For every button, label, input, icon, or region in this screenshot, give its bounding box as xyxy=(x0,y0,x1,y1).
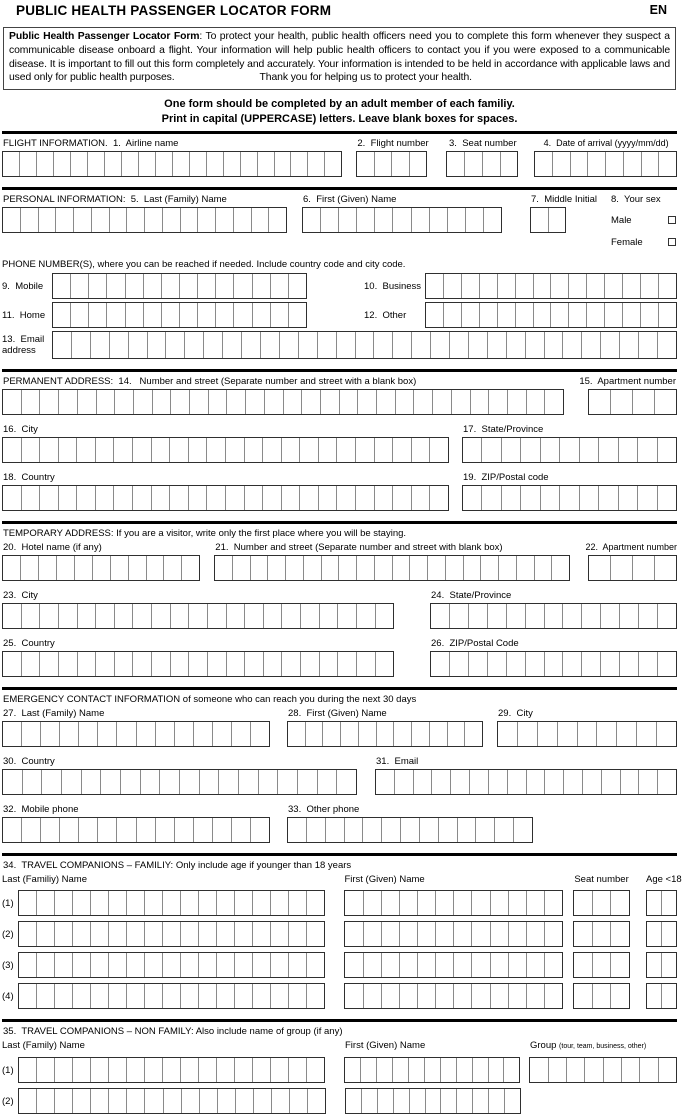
temporary-street-boxes[interactable] xyxy=(214,555,570,581)
emergency-email-boxes[interactable] xyxy=(375,769,677,795)
hotel-name-label: 20. Hotel name (if any) xyxy=(3,542,102,554)
female-label: Female xyxy=(611,236,643,248)
temporary-country-label: 25. Country xyxy=(3,638,55,650)
male-label: Male xyxy=(611,214,632,226)
temporary-city-boxes[interactable] xyxy=(2,603,394,629)
section-travel-companions-family xyxy=(2,856,682,1014)
family-4-age-boxes[interactable] xyxy=(646,983,677,1009)
section-flight-information xyxy=(2,134,677,182)
first-name-boxes[interactable] xyxy=(302,207,502,233)
email-address-label: 13. Email address xyxy=(2,334,45,357)
permanent-country-label: 18. Country xyxy=(3,472,55,484)
temporary-country-boxes[interactable] xyxy=(2,651,394,677)
permanent-apartment-label: 15. Apartment number xyxy=(579,376,676,388)
family-companion-row xyxy=(2,983,677,1009)
emergency-mobile-phone-label: 32. Mobile phone xyxy=(3,804,79,816)
emergency-city-boxes[interactable] xyxy=(497,721,677,747)
other-phone-boxes[interactable] xyxy=(425,302,677,328)
email-address-boxes[interactable] xyxy=(52,331,677,359)
family-companion-row xyxy=(2,952,677,978)
emergency-city-label: 29. City xyxy=(498,708,533,720)
date-of-arrival-label: 4. Date of arrival (yyyy/mm/dd) xyxy=(543,138,669,149)
nonfamily-companion-row xyxy=(2,1057,677,1083)
nonfamily-2-first-name-boxes[interactable] xyxy=(345,1088,521,1114)
first-name-label: 6. First (Given) Name xyxy=(303,194,397,206)
sex-field xyxy=(611,191,677,253)
intro-box xyxy=(3,27,676,90)
airline-name-label: FLIGHT INFORMATION. 1. Airline name xyxy=(3,138,179,150)
nonfamily-col-group: Group (tour, team, business, other) xyxy=(530,1040,647,1052)
language-badge: EN xyxy=(649,3,667,17)
business-phone-boxes[interactable] xyxy=(425,273,677,299)
seat-number-boxes[interactable] xyxy=(446,151,518,177)
family-3-seat-boxes[interactable] xyxy=(573,952,630,978)
emergency-email-label: 31. Email xyxy=(376,756,419,768)
permanent-zip-label: 19. ZIP/Postal code xyxy=(463,472,549,484)
section-travel-companions-non-family xyxy=(2,1022,677,1119)
section-emergency-contact xyxy=(2,690,677,848)
row-number-label: (4) xyxy=(2,990,14,1002)
nonfamily-2-last-name-boxes[interactable] xyxy=(18,1088,326,1114)
row-number-label: (1) xyxy=(2,1064,14,1076)
emergency-country-label: 30. Country xyxy=(3,756,55,768)
section-personal-information xyxy=(2,190,677,364)
permanent-city-label: 16. City xyxy=(3,424,38,436)
emergency-other-phone-boxes[interactable] xyxy=(287,817,533,843)
mobile-phone-boxes[interactable] xyxy=(52,273,307,299)
temporary-apartment-boxes[interactable] xyxy=(588,555,677,581)
airline-name-boxes[interactable] xyxy=(2,151,342,177)
middle-initial-boxes[interactable] xyxy=(530,207,566,233)
intro-lead: Public Health Passenger Locator Form xyxy=(9,31,200,42)
family-1-last-name-boxes[interactable] xyxy=(18,890,326,916)
nonfamily-col-first-name: First (Given) Name xyxy=(345,1040,426,1052)
date-of-arrival-boxes[interactable] xyxy=(534,151,677,177)
temporary-state-boxes[interactable] xyxy=(430,603,677,629)
permanent-state-boxes[interactable] xyxy=(462,437,677,463)
family-3-age-boxes[interactable] xyxy=(646,952,677,978)
flight-number-boxes[interactable] xyxy=(356,151,427,177)
family-2-last-name-boxes[interactable] xyxy=(18,921,326,947)
permanent-apartment-boxes[interactable] xyxy=(588,389,677,415)
temporary-zip-boxes[interactable] xyxy=(430,651,677,677)
family-3-first-name-boxes[interactable] xyxy=(344,952,563,978)
instruction-line-2: Print in capital (UPPERCASE) letters. Leave blank boxes for spaces. xyxy=(161,112,518,125)
other-phone-label: 12. Other xyxy=(364,309,407,321)
seat-number-label: 3. Seat number xyxy=(449,138,517,150)
family-1-first-name-boxes[interactable] xyxy=(344,890,563,916)
form-instructions xyxy=(2,97,677,126)
temporary-state-label: 24. State/Province xyxy=(431,590,512,602)
female-checkbox[interactable] xyxy=(668,238,676,246)
last-name-label: PERSONAL INFORMATION: 5. Last (Family) Name xyxy=(3,194,227,206)
hotel-name-boxes[interactable] xyxy=(2,555,200,581)
emergency-other-phone-label: 33. Other phone xyxy=(288,804,360,816)
home-phone-label: 11. Home xyxy=(2,309,46,321)
permanent-street-label: PERMANENT ADDRESS: 14. Number and street (Separate number and street with a blank box) xyxy=(3,376,417,388)
family-1-age-boxes[interactable] xyxy=(646,890,677,916)
family-companion-row xyxy=(2,890,677,916)
male-checkbox[interactable] xyxy=(668,216,676,224)
intro-thanks: Thank you for helping us to protect your health. xyxy=(259,72,472,84)
temporary-apartment-label: 22. Apartment number xyxy=(585,542,677,553)
family-col-seat-number: Seat number xyxy=(574,874,629,886)
nonfamily-companion-row xyxy=(2,1088,677,1114)
family-2-first-name-boxes[interactable] xyxy=(344,921,563,947)
row-number-label: (2) xyxy=(2,928,14,940)
family-4-seat-boxes[interactable] xyxy=(573,983,630,1009)
row-number-label: (2) xyxy=(2,1095,14,1107)
page-title: PUBLIC HEALTH PASSENGER LOCATOR FORM xyxy=(16,3,332,18)
family-2-age-boxes[interactable] xyxy=(646,921,677,947)
nonfamily-col-last-name: Last (Family) Name xyxy=(2,1040,85,1052)
family-2-seat-boxes[interactable] xyxy=(573,921,630,947)
permanent-street-boxes[interactable] xyxy=(2,389,564,415)
mobile-phone-label: 9. Mobile xyxy=(2,280,44,292)
page-header xyxy=(2,0,677,18)
family-companion-row xyxy=(2,921,677,947)
nonfamily-1-last-name-boxes[interactable] xyxy=(18,1057,326,1083)
temporary-address-header: TEMPORARY ADDRESS: If you are a visitor, write only the first place where you will be staying. xyxy=(3,528,407,540)
family-col-age: Age <18 xyxy=(646,874,682,886)
family-3-last-name-boxes[interactable] xyxy=(18,952,326,978)
temporary-zip-label: 26. ZIP/Postal Code xyxy=(431,638,519,650)
companions-nonfamily-header: 35. TRAVEL COMPANIONS – NON FAMILY: Also include name of group (if any) xyxy=(3,1026,343,1038)
emergency-last-name-boxes[interactable] xyxy=(2,721,270,747)
emergency-first-name-label: 28. First (Given) Name xyxy=(288,708,387,720)
family-4-last-name-boxes[interactable] xyxy=(18,983,326,1009)
intro-body: : To protect your health, public health officers need you to complete this form whenever they suspect a communicable disease onboard a flight. Your information will help public health officers to contact you if you were exposed to a communicable disease. It is important to fill out this form completely and accurately. Your information is intended to be held in accordance with applicable laws and used only for public health purposes. xyxy=(9,31,670,84)
row-number-label: (3) xyxy=(2,959,14,971)
companions-family-header: 34. TRAVEL COMPANIONS – FAMILIY: Only include age if younger than 18 years xyxy=(3,860,352,872)
instruction-line-1: One form should be completed by an adult member of each familiy. xyxy=(164,98,515,111)
emergency-first-name-boxes[interactable] xyxy=(287,721,483,747)
business-phone-label: 10. Business xyxy=(364,280,422,292)
section-permanent-address xyxy=(2,372,677,516)
nonfamily-1-group-boxes[interactable] xyxy=(529,1057,677,1083)
emergency-last-name-label: 27. Last (Family) Name xyxy=(3,708,105,720)
permanent-state-label: 17. State/Province xyxy=(463,424,544,436)
permanent-city-boxes[interactable] xyxy=(2,437,449,463)
emergency-contact-header: EMERGENCY CONTACT INFORMATION of someone who can reach you during the next 30 days xyxy=(3,694,417,706)
permanent-country-boxes[interactable] xyxy=(2,485,449,511)
row-number-label: (1) xyxy=(2,897,14,909)
family-col-last-name: Last (Familiy) Name xyxy=(2,874,87,886)
family-1-seat-boxes[interactable] xyxy=(573,890,630,916)
emergency-mobile-phone-boxes[interactable] xyxy=(2,817,270,843)
family-col-first-name: First (Given) Name xyxy=(344,874,425,886)
last-name-boxes[interactable] xyxy=(2,207,287,233)
emergency-country-boxes[interactable] xyxy=(2,769,357,795)
home-phone-boxes[interactable] xyxy=(52,302,307,328)
temporary-street-label: 21. Number and street (Separate number and street with blank box) xyxy=(215,542,503,554)
middle-initial-label: 7. Middle Initial xyxy=(531,194,598,206)
flight-number-label: 2. Flight number xyxy=(357,138,429,150)
nonfamily-1-first-name-boxes[interactable] xyxy=(344,1057,520,1083)
phone-numbers-header: PHONE NUMBER(S), where you can be reached if needed. Include country code and city code. xyxy=(2,259,406,271)
temporary-city-label: 23. City xyxy=(3,590,38,602)
your-sex-label: 8. Your sex xyxy=(611,194,661,206)
family-4-first-name-boxes[interactable] xyxy=(344,983,563,1009)
permanent-zip-boxes[interactable] xyxy=(462,485,677,511)
section-temporary-address xyxy=(2,524,677,682)
